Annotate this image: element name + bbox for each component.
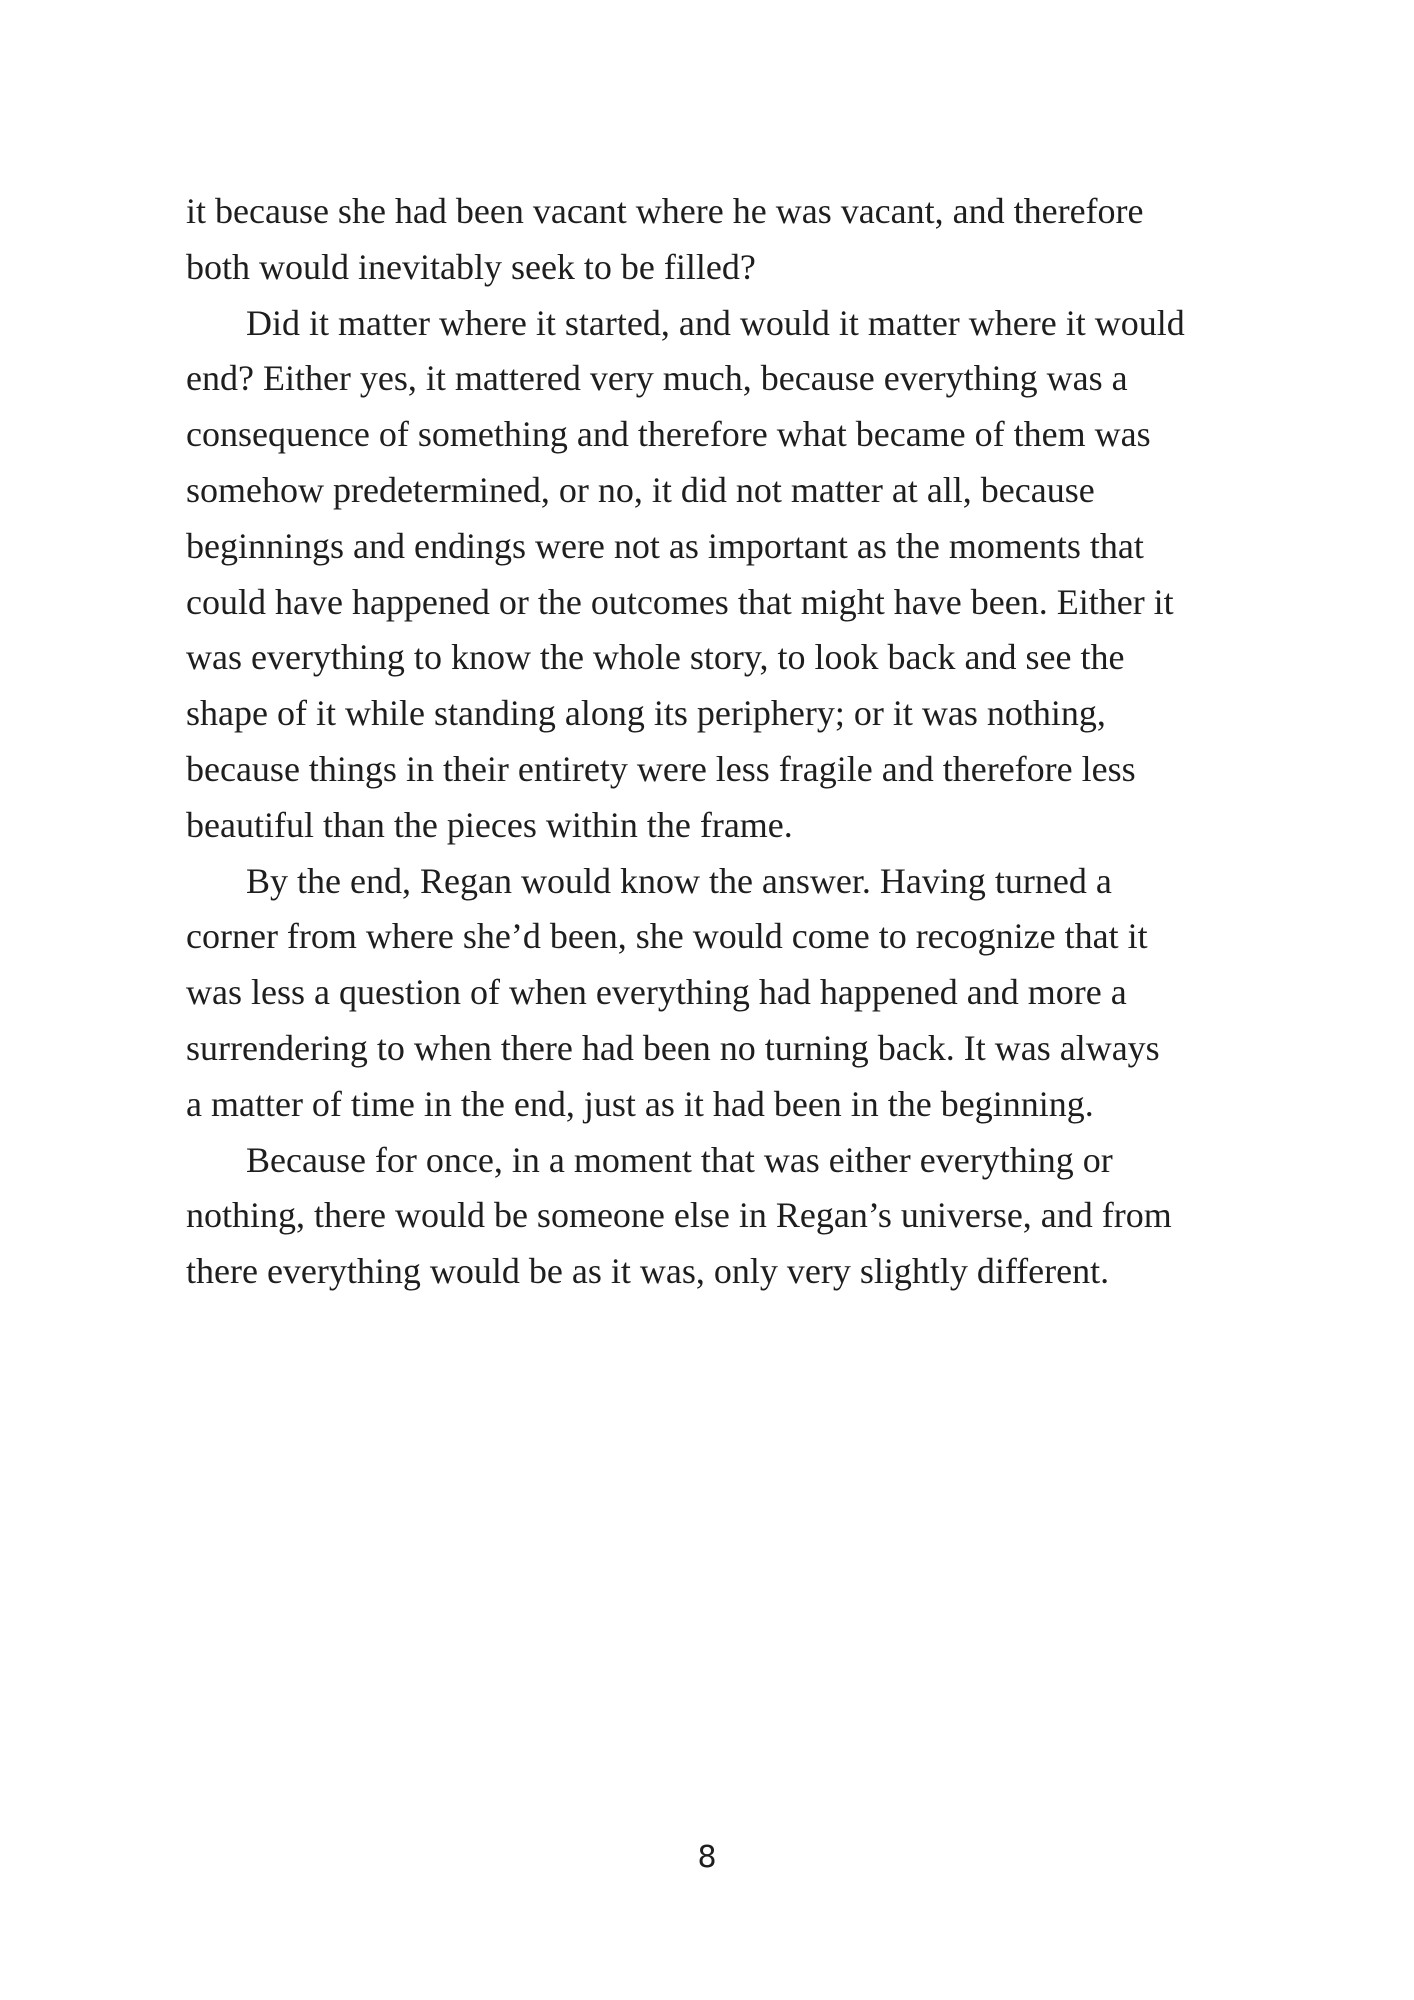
text-line: there everything would be as it was, only very slightly different. xyxy=(186,1251,1110,1292)
text-line: could have happened or the outcomes that might have been. Either it xyxy=(186,581,1174,622)
text-line: a matter of time in the end, just as it had been in the beginning. xyxy=(186,1083,1094,1124)
text-line: end? Either yes, it mattered very much, because everything was a xyxy=(186,358,1128,399)
paragraph xyxy=(186,296,1246,854)
paragraph xyxy=(186,854,1246,1133)
text-line: beautiful than the pieces within the frame. xyxy=(186,804,793,845)
text-line: surrendering to when there had been no turning back. It was always xyxy=(186,1027,1160,1068)
text-line: somehow predetermined, or no, it did not matter at all, because xyxy=(186,469,1095,510)
body-text xyxy=(186,184,1246,1300)
paragraph-continuation xyxy=(186,184,1246,296)
text-line: was everything to know the whole story, to look back and see the xyxy=(186,637,1125,678)
text-line: because things in their entirety were less fragile and therefore less xyxy=(186,748,1136,789)
text-line: consequence of something and therefore what became of them was xyxy=(186,414,1151,455)
text-line: it because she had been vacant where he was vacant, and therefore xyxy=(186,191,1144,231)
text-line: By the end, Regan would know the answer. Having turned a xyxy=(246,860,1112,901)
text-line: shape of it while standing along its periphery; or it was nothing, xyxy=(186,693,1106,734)
text-line: Did it matter where it started, and would it matter where it would xyxy=(246,302,1185,343)
text-line: Because for once, in a moment that was either everything or xyxy=(246,1139,1113,1180)
text-line: corner from where she’d been, she would come to recognize that it xyxy=(186,916,1148,957)
paragraph xyxy=(186,1133,1246,1300)
page-number: 8 xyxy=(697,1840,717,1875)
text-line: both would inevitably seek to be filled? xyxy=(186,246,756,287)
text-line: was less a question of when everything had happened and more a xyxy=(186,972,1127,1013)
text-line: beginnings and endings were not as important as the moments that xyxy=(186,525,1144,566)
text-line: nothing, there would be someone else in Regan’s universe, and from xyxy=(186,1195,1172,1236)
